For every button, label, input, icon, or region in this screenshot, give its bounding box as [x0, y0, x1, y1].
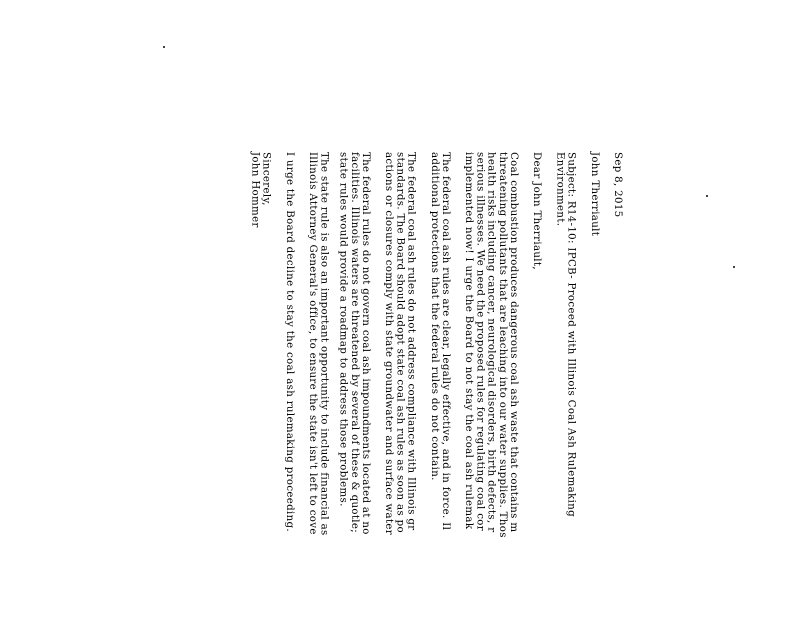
paragraph-line: health risks including cancer, neurological disorders, birth defects, r	[485, 152, 497, 533]
paragraph-line: state rules would provide a roadmap to address those problems.	[337, 152, 349, 507]
letter-subject-cont: Environment.	[554, 152, 566, 227]
letter-salutation: Dear John Therriault,	[531, 152, 543, 270]
paragraph-line: actions or closures comply with state groundwater and surface water	[383, 152, 395, 535]
paragraph-line: facilities. Illinois waters are threatened by several of these & quotle;	[348, 152, 360, 534]
paragraph-line: Coal combustion produces dangerous coal ash waste that contains m	[507, 152, 519, 533]
paragraph-line: implemented now! I urge the Board to not stay the coal ash rulemak	[463, 152, 475, 530]
letter-recipient: John Therriault	[588, 152, 600, 237]
paragraph-line: The federal coal ash rules are clear, legally effective, and in force. Il	[439, 152, 451, 531]
scan-speck	[163, 46, 165, 48]
letter-date: Sep 8, 2015	[612, 152, 623, 218]
paragraph-line: The federal coal ash rules do not address compliance with Illinois gr	[405, 152, 417, 531]
letter-subject: Subject: R14-10: IPCB- Proceed with Illinois Coal Ash Rulemaking	[565, 152, 577, 517]
paragraph-line: I urge the Board decline to stay the coal ash rulemaking proceeding.	[283, 152, 295, 533]
paragraph-line: standards. The Board should adopt state coal ash rules as soon as po	[394, 152, 406, 533]
paragraph-line: The federal rules do not govern coal ash impoundments located at no	[359, 152, 371, 535]
letter-signature: John Hommer	[249, 152, 261, 228]
scan-speck	[733, 266, 735, 268]
paragraph-line: The state rule is also an important opportunity to include financial as	[318, 152, 330, 536]
paragraph-line: serious illnesses. We need the proposed rules for regulating coal cor	[474, 152, 486, 531]
paragraph-line: additional protections that the federal rules do not contain.	[428, 152, 440, 481]
scan-speck	[706, 195, 708, 197]
paragraph-line: threatening pollutants that are leaching into our water supplies. Thos	[496, 152, 508, 538]
paragraph-line: Illinois Attorney General's office, to ensure the state isn't left to cove	[307, 152, 319, 535]
letter-body	[249, 152, 623, 622]
letter-closing: Sincerely,	[260, 152, 272, 206]
